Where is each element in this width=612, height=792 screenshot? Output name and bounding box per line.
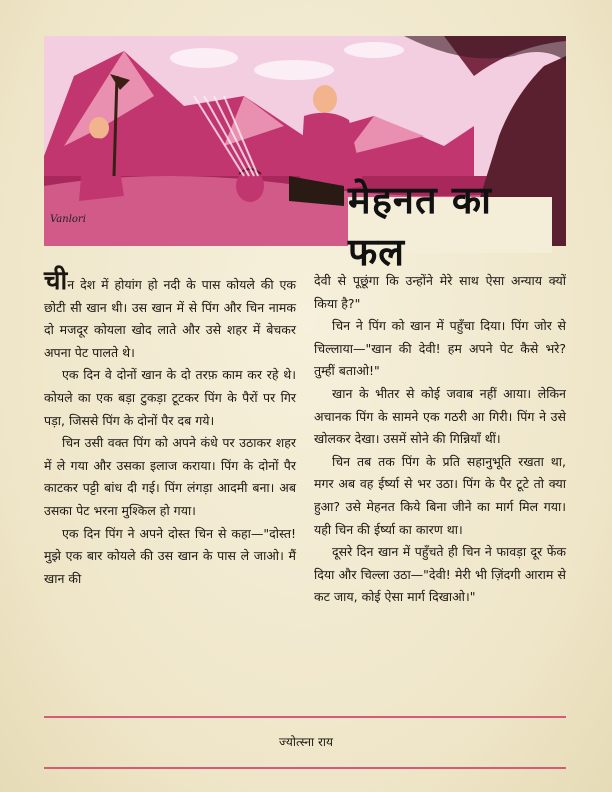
divider-top — [44, 716, 566, 718]
story-title: मेहनत का फल — [348, 178, 492, 274]
paragraph: चिन तब तक पिंग के प्रति सहानुभूति रखता था, मगर अब वह ईर्ष्या से भर उठा। पिंग के पैर टूटे तो क्या हुआ? उसे मेहनत किये बिना जीने का मार्ग मिल गया। यही चिन की ईर्ष्या का कारण था। — [314, 453, 566, 537]
paragraph: एक दिन वे दोनों खान के दो तरफ़ काम कर रहे थे। कोयले का एक बड़ा टुकड़ा टूटकर पिंग के पैरों पर गिर पड़ा, जिससे पिंग के दोनों पैर दब गये। — [44, 367, 296, 428]
paragraph: एक दिन पिंग ने अपने दोस्त चिन से कहा—"दोस्त! मुझे एक बार कोयले की उस खान के पास ले जाओ। मैं खान की — [44, 525, 296, 586]
paragraph: देवी से पूछूंगा कि उन्होंने मेरे साथ ऐसा अन्याय क्यों किया है?" — [314, 273, 566, 311]
drop-cap: ची — [44, 266, 68, 296]
paragraph: खान के भीतर से कोई जवाब नहीं आया। लेकिन अचानक पिंग के सामने एक गठरी आ गिरी। पिंग ने उसे खोलकर देखा। उसमें सोने की गिन्नियाँ थीं। — [314, 385, 566, 447]
story-columns — [44, 266, 566, 710]
left-column — [44, 266, 296, 590]
paragraph — [44, 266, 296, 364]
paragraph: दूसरे दिन खान में पहुँचते ही चिन ने फावड़ा दूर फेंक दिया और चिल्ला उठा—"देवी! मेरी भी ज़िंदगी आराम से कट जाय, कोई ऐसा मार्ग दिखाओ।" — [314, 544, 566, 605]
author-credit: ज्योत्स्ना राय — [279, 735, 333, 749]
paragraph: चिन ने पिंग को खान में पहुँचा दिया। पिंग जोर से चिल्लाया—"खान की देवी! हम अपने पेट कैसे भरे? तुम्हीं बताओ!" — [314, 318, 566, 379]
paragraph-text: न देश में होयांग हो नदी के पास कोयले की एक छोटी सी खान थी। उस खान में से पिंग और चिन नामक दो मजदूर कोयला खोद लाते और उसे शहर में बेचकर अपना पेट पालते थे। — [44, 277, 296, 360]
artist-signature: Vanlori — [50, 214, 86, 225]
title-plate — [348, 178, 552, 274]
right-column — [314, 270, 566, 609]
divider-bottom — [44, 767, 566, 769]
paragraph: चिन उसी वक्त पिंग को अपने कंधे पर उठाकर शहर में ले गया और उसका इलाज कराया। पिंग के दोनों पैर काटकर पट्टी बांध दी गई। पिंग लंगड़ा आदमी बना। अब उसका पेट भरना मुश्किल हो गया। — [44, 435, 296, 518]
